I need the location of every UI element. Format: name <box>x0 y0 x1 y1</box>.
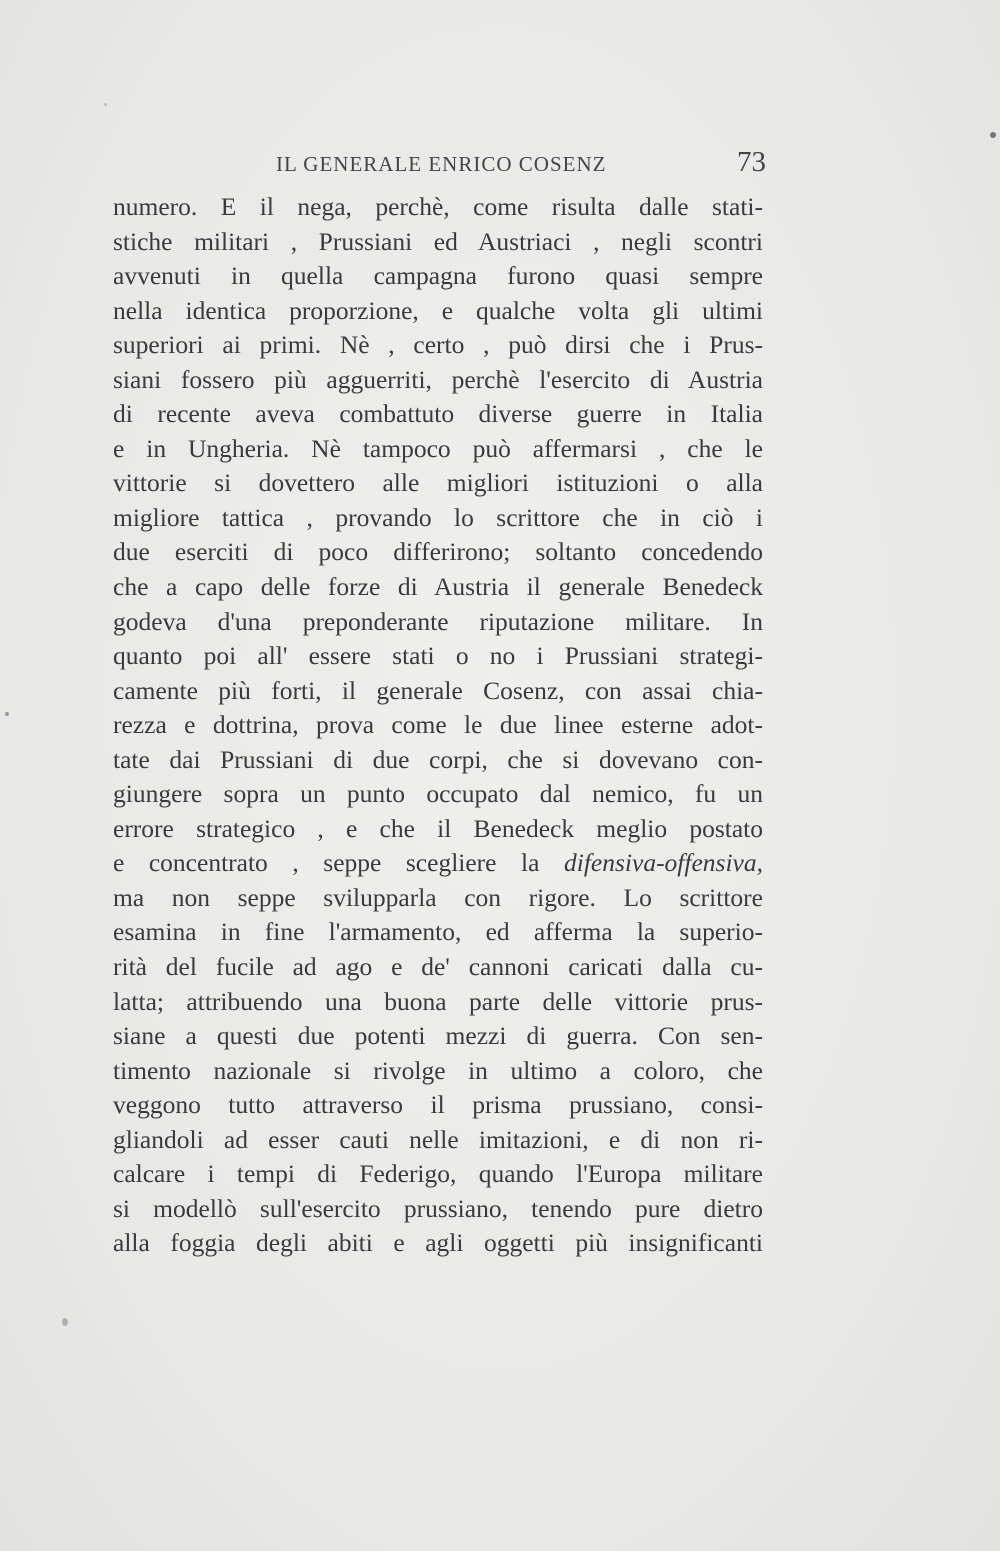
text-line: siane a questi due potenti mezzi di guerra. Con sen- <box>113 1021 763 1051</box>
paper-speck <box>990 132 996 138</box>
text-line: alla foggia degli abiti e agli oggetti più insignificanti <box>113 1228 763 1258</box>
text-line: giungere sopra un punto occupato dal nemico, fu un <box>113 779 763 809</box>
paper-speck <box>5 712 9 716</box>
text-line: due eserciti di poco differirono; soltanto concedendo <box>113 537 763 567</box>
text-line: timento nazionale si rivolge in ultimo a coloro, che <box>113 1055 763 1085</box>
text-line: superiori ai primi. Nè , certo , può dirsi che i Prus- <box>113 330 763 360</box>
page-number: 73 <box>737 146 766 178</box>
text-line: tate dai Prussiani di due corpi, che si dovevano con- <box>113 744 763 774</box>
text-line: siani fossero più agguerriti, perchè l'esercito di Austria <box>113 364 763 394</box>
text-line: che a capo delle forze di Austria il generale Benedeck <box>113 572 763 602</box>
text-line: stiche militari , Prussiani ed Austriaci , negli scontri <box>113 226 763 256</box>
text-line: migliore tattica , provando lo scrittore che in ciò i <box>113 502 763 532</box>
text-line: rità del fucile ad ago e de' cannoni caricati dalla cu- <box>113 952 763 982</box>
text-run: e concentrato , seppe scegliere la <box>113 848 564 878</box>
italic-term: difensiva-offensiva, <box>564 848 763 878</box>
text-line: camente più forti, il generale Cosenz, con assai chia- <box>113 675 763 705</box>
text-line: vittorie si dovettero alle migliori istituzioni o alla <box>113 468 763 498</box>
text-line: errore strategico , e che il Benedeck meglio postato <box>113 813 763 843</box>
running-head <box>276 146 766 182</box>
text-line: si modellò sull'esercito prussiano, tenendo pure dietro <box>113 1193 763 1223</box>
text-line: di recente aveva combattuto diverse guerre in Italia <box>113 399 763 429</box>
running-title: IL GENERALE ENRICO COSENZ <box>276 152 607 176</box>
text-line <box>113 846 763 881</box>
text-line: ma non seppe svilupparla con rigore. Lo scrittore <box>113 882 763 912</box>
body-text <box>113 190 763 1261</box>
text-line: numero. E il nega, perchè, come risulta dalle stati- <box>113 192 763 221</box>
paper-speck <box>62 1318 68 1326</box>
text-line: avvenuti in quella campagna furono quasi sempre <box>113 261 763 291</box>
text-line: godeva d'una preponderante riputazione militare. In <box>113 606 763 636</box>
text-line: calcare i tempi di Federigo, quando l'Europa militare <box>113 1159 763 1189</box>
text-line: latta; attribuendo una buona parte delle vittorie prus- <box>113 986 763 1016</box>
text-line: e in Ungheria. Nè tampoco può affermarsi , che le <box>113 433 763 463</box>
text-line: gliandoli ad esser cauti nelle imitazioni, e di non ri- <box>113 1124 763 1154</box>
text-line: esamina in fine l'armamento, ed afferma la superio- <box>113 917 763 947</box>
text-line: quanto poi all' essere stati o no i Prussiani strategi- <box>113 641 763 671</box>
text-line: nella identica proporzione, e qualche volta gli ultimi <box>113 295 763 325</box>
paper-speck <box>104 103 107 106</box>
text-line: rezza e dottrina, prova come le due linee esterne adot- <box>113 710 763 740</box>
text-line: veggono tutto attraverso il prisma prussiano, consi- <box>113 1090 763 1120</box>
